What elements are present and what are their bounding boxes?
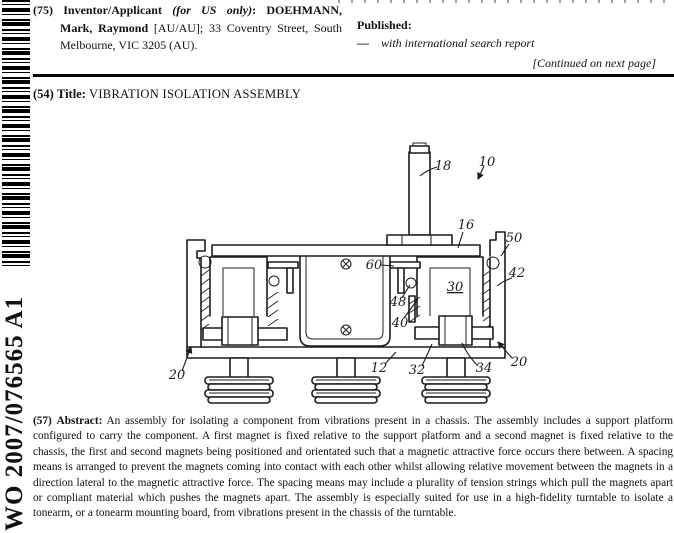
inventor-given-names: Mark, Raymond (60, 20, 149, 35)
dash-bullet: — (357, 36, 369, 50)
barcode (2, 0, 30, 266)
title-field-number: (54) (33, 87, 54, 101)
figure-ref-label: 20 (168, 368, 186, 383)
figure-ref-label: 10 (478, 155, 496, 170)
clipped-text-remnant (338, 0, 672, 3)
left-magnet-cup (199, 256, 298, 345)
inventor-surname: DOEHMANN, (266, 3, 343, 17)
title-field (33, 87, 301, 102)
figure-ref-label: 16 (457, 218, 475, 233)
right-magnet-cup (390, 257, 499, 345)
inventor-address-1: [AU/AU]; 33 Coventry Street, South (153, 20, 343, 35)
abstract-field (33, 414, 673, 522)
continued-note: [Continued on next page] (532, 56, 656, 70)
figure-ref-label: 30 (446, 280, 464, 295)
isolation-feet (205, 358, 490, 403)
support-platform (212, 245, 480, 256)
published-label: Published: (357, 18, 412, 32)
figure-ref-label: 42 (508, 266, 526, 281)
header-divider-rule (33, 74, 674, 77)
inventor-line-2 (33, 20, 342, 38)
figure-ref-label: 32 (408, 363, 426, 378)
figure-ref-label: 60 (365, 258, 383, 273)
title-field-label: Title: (56, 87, 86, 101)
abstract-field-number: (57) (33, 415, 52, 427)
published-item: — with international search report (357, 36, 535, 50)
abstract-field-label: Abstract: (56, 415, 103, 427)
figure-ref-label: 48 (389, 295, 407, 310)
figure-ref-label: 12 (370, 361, 388, 376)
inventor-line-1: (75) Inventor/Applicant (for US only): DOEHMANN, (33, 3, 343, 17)
abstract-text: An assembly for isolating a component from vibrations present in a chassis. The assembly includes a support platform configured to carry the component. A first magnet is fixed relative to the support platform and a second magnet is fixed relative to the chassis, the first and second magnets being positioned and orientated such that a magnetic attractive force occurs there between. A spacing means is arranged to prevent the magnets coming into contact with each other whilst allowing relative movement between the magnets in a direction lateral to the magnetic attractive force. The spacing means may include a plurality of tension strings which pull the magnets apart or compliant material which pushes the magnets apart. The assembly is especially suited for use in a high-fidelity turntable to isolate a tonearm, or a tonearm mounting board, from vibrations present in the chassis of the turntable. (33, 415, 673, 520)
published-field (357, 17, 657, 52)
field-label: Inventor/Applicant (63, 3, 162, 17)
figure-ref-label: 34 (475, 361, 493, 376)
figure-ref-label: 20 (510, 355, 528, 370)
figure-ref-label: 40 (391, 316, 409, 331)
inventor-applicant-field (33, 2, 342, 55)
field-qualifier: (for US only) (172, 3, 253, 17)
patent-figure (150, 138, 542, 412)
figure-ref-label: 50 (505, 231, 523, 246)
figure-ref-label: 18 (434, 159, 452, 174)
invention-title: VIBRATION ISOLATION ASSEMBLY (89, 87, 302, 101)
publication-number: WO 2007/076565 A1 (1, 295, 28, 531)
vibration-isolation-assembly-drawing (150, 138, 542, 412)
field-number: (75) (33, 3, 53, 17)
inventor-address-2: Melbourne, VIC 3205 (AU). (60, 38, 198, 52)
